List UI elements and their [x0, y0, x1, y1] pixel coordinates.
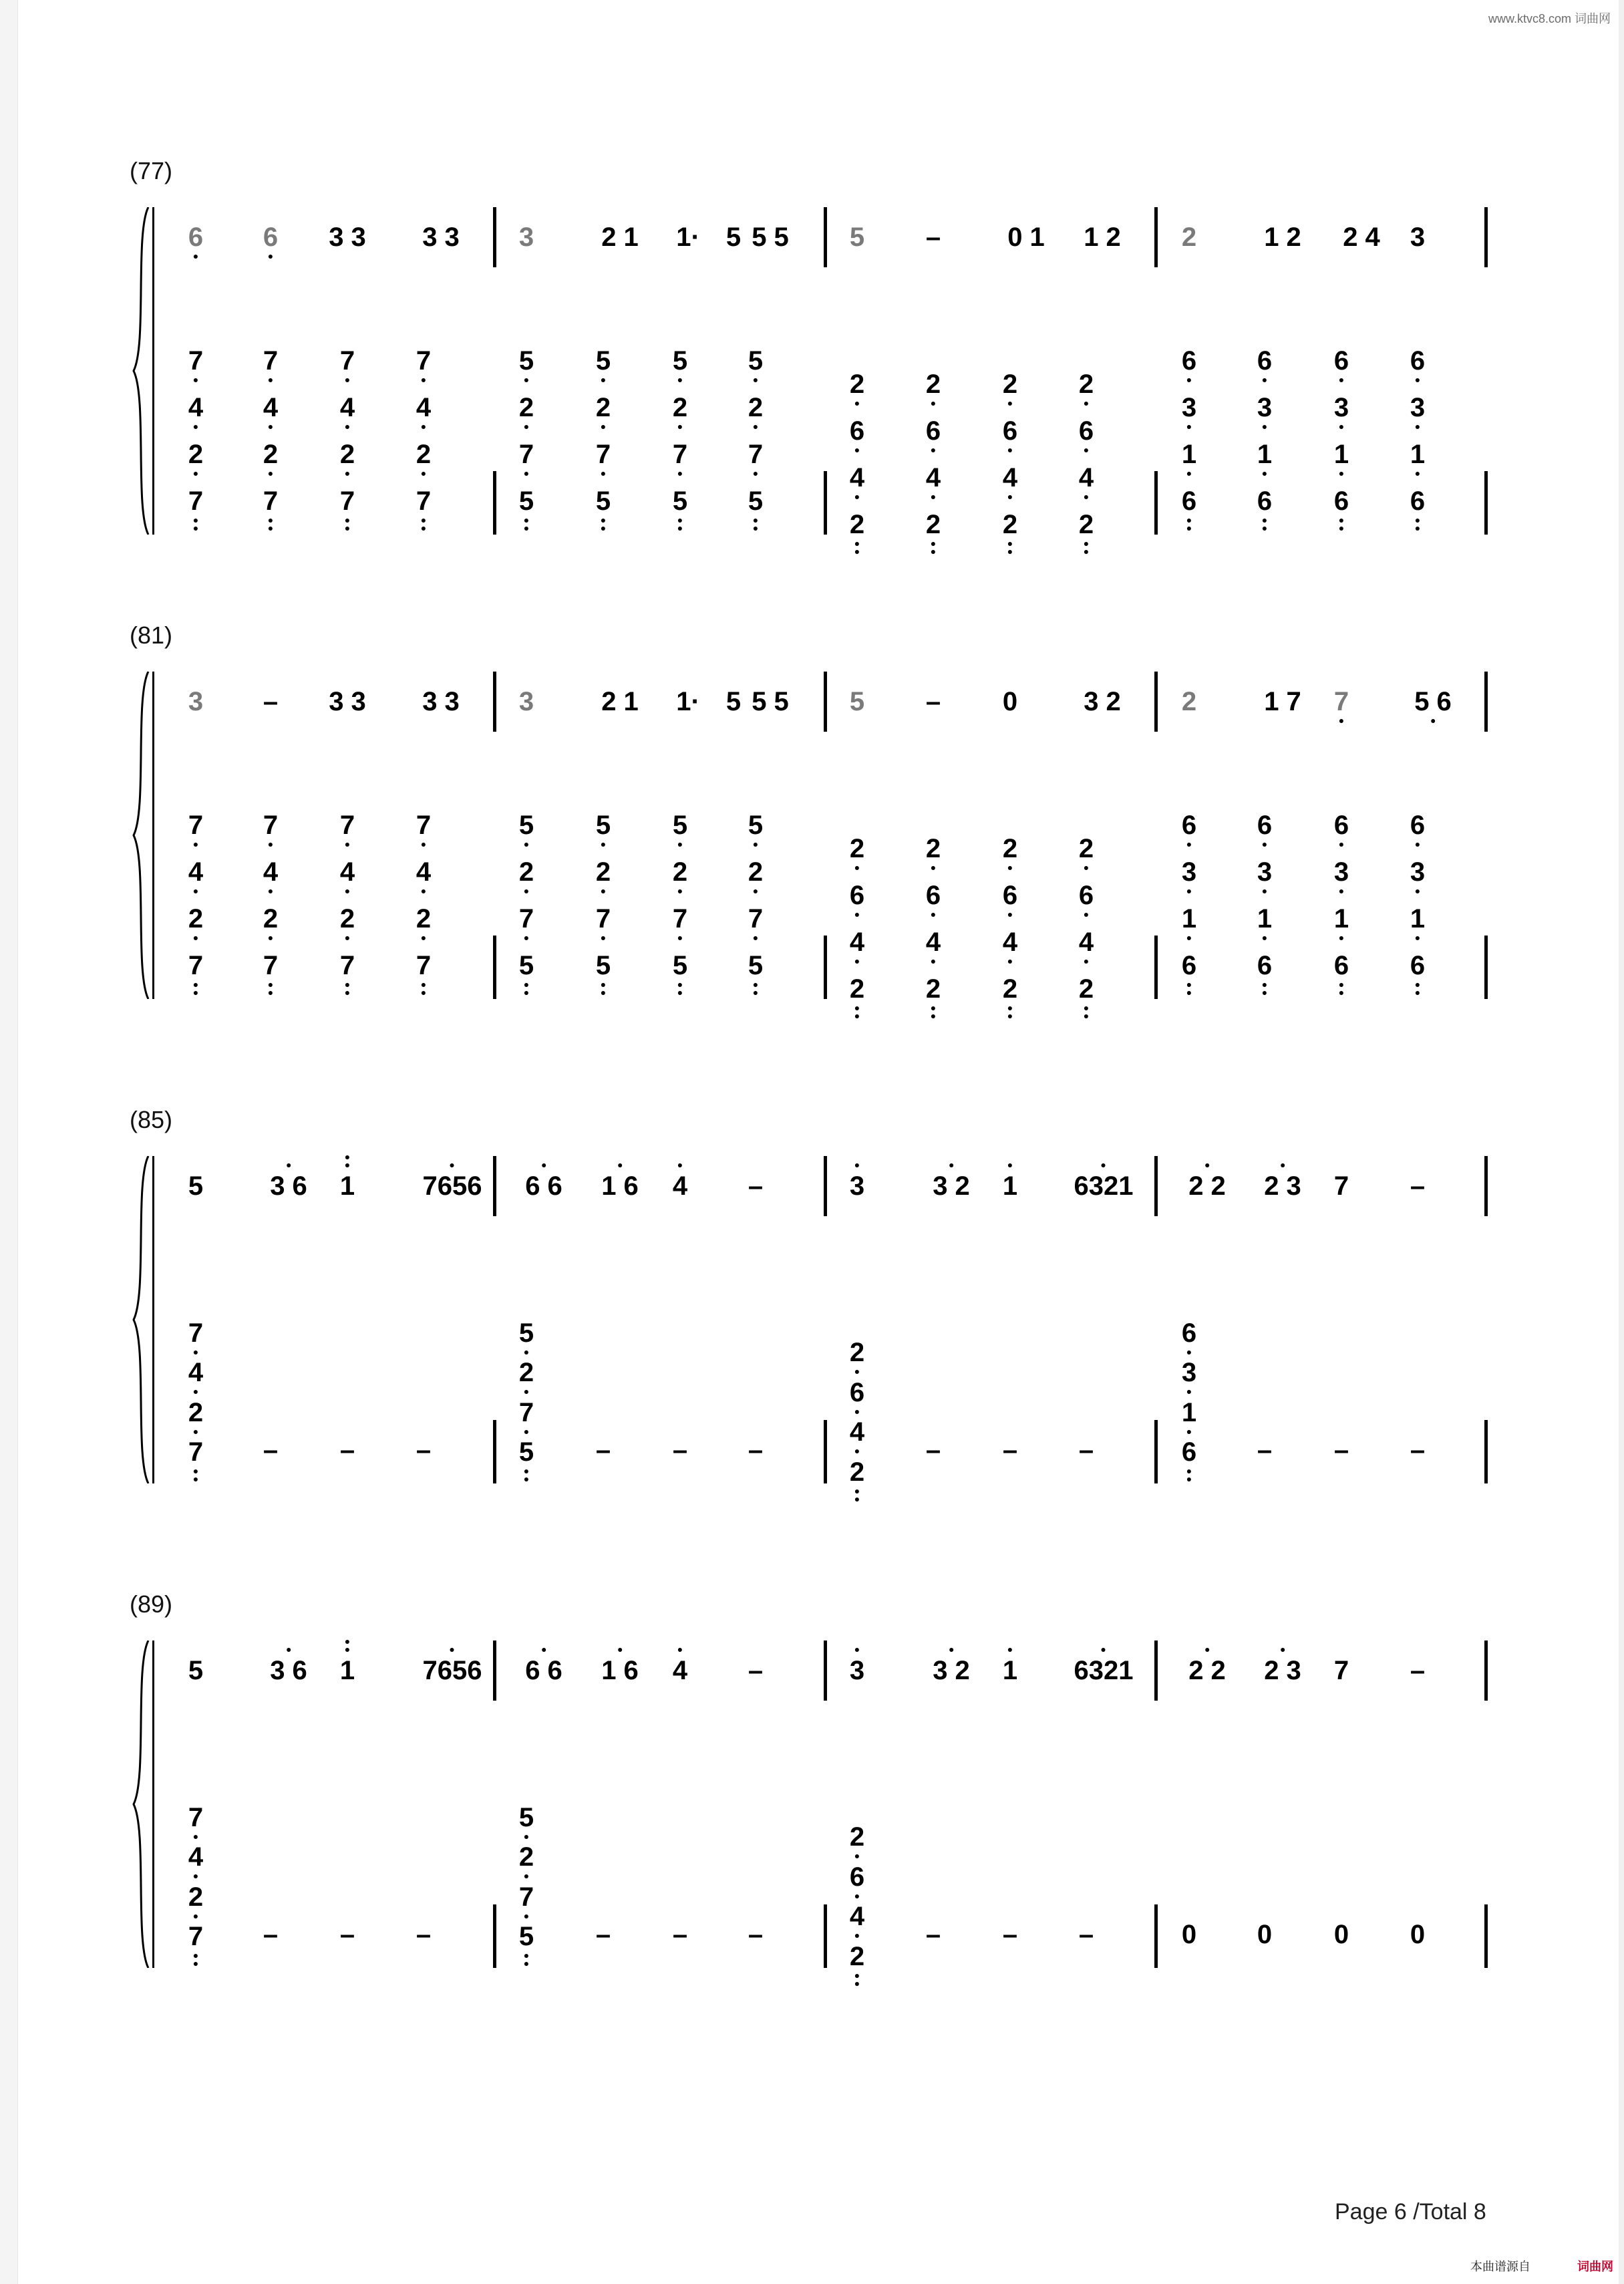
jianpu-note: 1: [1257, 440, 1273, 469]
jianpu-note: 2: [849, 1457, 865, 1487]
jianpu-note: 2: [748, 857, 764, 887]
jianpu-note: 2: [595, 393, 611, 422]
jianpu-note: 2: [925, 974, 941, 1004]
barline-melody: [493, 207, 496, 267]
jianpu-note: 2: [1002, 974, 1018, 1004]
barline-melody: [493, 672, 496, 732]
jianpu-note: 2: [672, 857, 688, 887]
jianpu-note: 6: [263, 223, 279, 252]
jianpu-note: 5 5: [752, 223, 789, 252]
system-barline-left: [152, 207, 154, 535]
jianpu-note: 7: [416, 486, 432, 516]
jianpu-note: 2 1: [601, 687, 639, 716]
jianpu-note: 2: [849, 834, 865, 863]
jianpu-note: 5: [748, 811, 764, 840]
jianpu-note: 6: [1257, 811, 1273, 840]
barline-accompaniment: [1154, 1420, 1158, 1483]
measure-number: (85): [130, 1106, 173, 1133]
barline-melody: [493, 1156, 496, 1216]
jianpu-note: 2: [1078, 510, 1094, 539]
jianpu-note: 1: [1333, 440, 1349, 469]
jianpu-note: 5: [595, 486, 611, 516]
jianpu-note: 7: [263, 486, 279, 516]
jianpu-note: 5: [595, 951, 611, 980]
jianpu-note: 5: [725, 687, 742, 716]
jianpu-note: 3: [1410, 223, 1426, 252]
jianpu-note: 5 5: [752, 687, 789, 716]
jianpu-note: 3: [518, 687, 534, 716]
jianpu-note: 3: [1181, 393, 1197, 422]
jianpu-note: 2: [416, 440, 432, 469]
jianpu-note: 1: [1333, 904, 1349, 934]
jianpu-note: 6: [849, 881, 865, 910]
barline-accompaniment: [493, 1420, 496, 1483]
jianpu-note: 3: [1257, 857, 1273, 887]
jianpu-note: 2: [1078, 974, 1094, 1004]
jianpu-note: 1: [1002, 1656, 1018, 1685]
jianpu-note: –: [748, 1435, 764, 1465]
grand-staff-brace: [131, 1156, 151, 1483]
jianpu-note: 6: [1181, 1318, 1197, 1348]
barline-melody: [1484, 1156, 1488, 1216]
jianpu-note: 2: [1078, 370, 1094, 399]
jianpu-note: –: [1078, 1435, 1094, 1465]
measure-number: (81): [130, 621, 173, 649]
jianpu-note: 2: [849, 974, 865, 1004]
jianpu-note: 2: [672, 393, 688, 422]
jianpu-note: 7: [339, 951, 355, 980]
jianpu-note: –: [672, 1920, 688, 1949]
jianpu-note: 3: [1181, 1358, 1197, 1387]
system-barline-left: [152, 1156, 154, 1483]
jianpu-note: 7: [518, 1397, 534, 1427]
jianpu-note: 0: [1257, 1920, 1273, 1949]
jianpu-note: 7: [263, 346, 279, 376]
jianpu-note: 2: [339, 904, 355, 934]
jianpu-note: 2 3: [1264, 1656, 1301, 1685]
barline-accompaniment: [1154, 936, 1158, 999]
jianpu-note: 6: [1181, 1437, 1197, 1467]
jianpu-note: 7: [188, 1922, 204, 1951]
jianpu-note: –: [1002, 1435, 1018, 1465]
jianpu-note: 2: [1002, 510, 1018, 539]
barline-melody: [1484, 672, 1488, 732]
jianpu-note: –: [748, 1656, 764, 1685]
jianpu-note: 1 7: [1264, 687, 1301, 716]
barline-accompaniment: [1484, 1904, 1488, 1968]
site-logo: 词曲网: [1577, 2260, 1613, 2273]
jianpu-note: 7: [188, 346, 204, 376]
measure-number: (77): [130, 157, 173, 184]
jianpu-note: 3: [188, 687, 204, 716]
jianpu-note: 2: [188, 1882, 204, 1912]
grand-staff-brace: [131, 207, 151, 535]
jianpu-note: 5: [518, 951, 534, 980]
jianpu-note: 3: [1333, 393, 1349, 422]
jianpu-note: –: [416, 1435, 432, 1465]
barline-accompaniment: [824, 1420, 827, 1483]
system-barline-left: [152, 1640, 154, 1968]
jianpu-note: 5: [672, 486, 688, 516]
barline-accompaniment: [824, 936, 827, 999]
jianpu-note: 7: [263, 811, 279, 840]
jianpu-note: 7: [263, 951, 279, 980]
jianpu-note: 5: [748, 346, 764, 376]
jianpu-note: –: [1410, 1656, 1426, 1685]
barline-melody: [493, 1640, 496, 1701]
jianpu-note: 6: [1410, 811, 1426, 840]
jianpu-note: 7: [595, 904, 611, 934]
jianpu-note: 2: [518, 857, 534, 887]
jianpu-note: 4: [672, 1656, 688, 1685]
jianpu-note: 6: [1410, 951, 1426, 980]
jianpu-note: 3 3: [329, 223, 366, 252]
barline-accompaniment: [824, 1904, 827, 1968]
jianpu-note: 7: [416, 346, 432, 376]
jianpu-note: 5: [518, 1437, 534, 1467]
jianpu-note: 4: [188, 1842, 204, 1872]
jianpu-note: 7: [188, 951, 204, 980]
barline-melody: [824, 1156, 827, 1216]
jianpu-note: 6: [1002, 881, 1018, 910]
jianpu-note: 2: [1078, 834, 1094, 863]
jianpu-note: 3: [1257, 393, 1273, 422]
jianpu-note: 6321: [1074, 1171, 1134, 1201]
jianpu-note: 6 6: [525, 1656, 562, 1685]
jianpu-note: 1: [339, 1656, 355, 1685]
jianpu-note: 3: [1333, 857, 1349, 887]
jianpu-note: 1: [1410, 904, 1426, 934]
jianpu-note: 6: [849, 1377, 865, 1407]
jianpu-note: 5: [518, 1802, 534, 1832]
jianpu-note: 2 4: [1343, 223, 1380, 252]
jianpu-note: 2: [1181, 687, 1197, 716]
jianpu-note: 7: [518, 1882, 534, 1912]
jianpu-note: 2: [188, 904, 204, 934]
jianpu-note: 7: [339, 486, 355, 516]
jianpu-note: 0: [1181, 1920, 1197, 1949]
barline-accompaniment: [1484, 471, 1488, 535]
grand-staff-brace: [131, 672, 151, 999]
jianpu-note: 1: [1410, 440, 1426, 469]
barline-melody: [1154, 1156, 1158, 1216]
jianpu-note: 3 6: [270, 1171, 307, 1201]
jianpu-note: 5 6: [1414, 687, 1452, 716]
jianpu-note: 2 2: [1188, 1171, 1226, 1201]
jianpu-note: 3 2: [1084, 687, 1121, 716]
jianpu-note: 6: [1002, 416, 1018, 446]
jianpu-note: 4: [925, 927, 941, 957]
jianpu-note: 2: [925, 834, 941, 863]
jianpu-note: 2: [748, 393, 764, 422]
barline-melody: [824, 207, 827, 267]
jianpu-note: 4: [188, 1358, 204, 1387]
jianpu-note: 6: [1181, 346, 1197, 376]
jianpu-note: 2: [1002, 370, 1018, 399]
jianpu-note: 1: [1181, 1397, 1197, 1427]
barline-accompaniment: [493, 471, 496, 535]
jianpu-note: 4: [339, 857, 355, 887]
jianpu-note: –: [925, 1920, 941, 1949]
jianpu-note: 5: [672, 346, 688, 376]
jianpu-note: 1: [1002, 1171, 1018, 1201]
barline-melody: [1484, 1640, 1488, 1701]
jianpu-note: 5: [849, 223, 865, 252]
jianpu-note: 5: [748, 951, 764, 980]
jianpu-note: 6: [188, 223, 204, 252]
jianpu-note: 4: [263, 857, 279, 887]
jianpu-note: 6: [1410, 346, 1426, 376]
jianpu-note: 7: [188, 486, 204, 516]
jianpu-note: 2: [188, 1397, 204, 1427]
jianpu-note: 5: [595, 811, 611, 840]
jianpu-note: 0: [1333, 1920, 1349, 1949]
jianpu-note: 7: [188, 1802, 204, 1832]
jianpu-note: 2 3: [1264, 1171, 1301, 1201]
jianpu-note: 4: [849, 1417, 865, 1447]
jianpu-note: 1: [1257, 904, 1273, 934]
jianpu-note: –: [339, 1920, 355, 1949]
jianpu-note: –: [925, 223, 941, 252]
jianpu-note: 7: [416, 951, 432, 980]
jianpu-note: 2: [849, 1338, 865, 1368]
jianpu-note: 2 2: [1188, 1656, 1226, 1685]
jianpu-note: 7: [188, 1318, 204, 1348]
jianpu-note: 6 6: [525, 1171, 562, 1201]
jianpu-note: 4: [1002, 463, 1018, 492]
jianpu-note: 1 2: [1264, 223, 1301, 252]
jianpu-note: 4: [416, 857, 432, 887]
jianpu-note: 5: [188, 1171, 204, 1201]
barline-accompaniment: [493, 936, 496, 999]
jianpu-note: 2: [849, 1941, 865, 1971]
jianpu-note: 7: [748, 904, 764, 934]
jianpu-note: 3 3: [422, 223, 460, 252]
barline-accompaniment: [1484, 1420, 1488, 1483]
jianpu-note: 7: [595, 440, 611, 469]
jianpu-note: –: [1002, 1920, 1018, 1949]
jianpu-note: 1: [1181, 440, 1197, 469]
jianpu-note: 2: [263, 904, 279, 934]
barline-accompaniment: [1154, 471, 1158, 535]
jianpu-note: 4: [672, 1171, 688, 1201]
jianpu-note: 5: [748, 486, 764, 516]
jianpu-note: 6: [1181, 951, 1197, 980]
jianpu-note: 7656: [422, 1656, 482, 1685]
jianpu-note: 6: [1333, 951, 1349, 980]
jianpu-note: 6: [1333, 346, 1349, 376]
jianpu-note: 2: [1181, 223, 1197, 252]
jianpu-note: –: [748, 1920, 764, 1949]
jianpu-note: 7656: [422, 1171, 482, 1201]
jianpu-note: 2: [595, 857, 611, 887]
jianpu-note: –: [1333, 1435, 1349, 1465]
jianpu-note: –: [1410, 1435, 1426, 1465]
jianpu-note: 6: [925, 416, 941, 446]
right-margin-strip: [1619, 0, 1624, 2284]
barline-accompaniment: [1484, 936, 1488, 999]
jianpu-note: 5: [518, 486, 534, 516]
jianpu-note: 5: [518, 811, 534, 840]
jianpu-note: 1 2: [1084, 223, 1121, 252]
jianpu-note: –: [925, 687, 941, 716]
barline-accompaniment: [824, 471, 827, 535]
jianpu-note: 3 6: [270, 1656, 307, 1685]
jianpu-note: 3: [518, 223, 534, 252]
barline-accompaniment: [1154, 1904, 1158, 1968]
jianpu-note: –: [1257, 1435, 1273, 1465]
jianpu-note: 4: [263, 393, 279, 422]
jianpu-note: 2: [518, 393, 534, 422]
jianpu-note: 3: [1410, 393, 1426, 422]
jianpu-note: 2: [849, 370, 865, 399]
jianpu-note: 3 3: [329, 687, 366, 716]
jianpu-note: 6: [1181, 486, 1197, 516]
jianpu-note: 7: [518, 904, 534, 934]
jianpu-note: –: [748, 1171, 764, 1201]
jianpu-note: 2: [849, 510, 865, 539]
jianpu-note: 2: [1002, 834, 1018, 863]
jianpu-note: 4: [188, 857, 204, 887]
jianpu-note: –: [1410, 1171, 1426, 1201]
jianpu-note: 7: [1333, 1656, 1349, 1685]
jianpu-note: 6: [1333, 811, 1349, 840]
jianpu-note: 6: [1333, 486, 1349, 516]
jianpu-note: 2: [339, 440, 355, 469]
jianpu-note: 5: [725, 223, 742, 252]
jianpu-note: 2: [416, 904, 432, 934]
jianpu-note: 6: [1181, 811, 1197, 840]
jianpu-note: 4: [1078, 927, 1094, 957]
jianpu-note: 0: [1002, 687, 1018, 716]
jianpu-note: 1: [1181, 904, 1197, 934]
jianpu-note: 7: [339, 811, 355, 840]
jianpu-note: 5: [849, 687, 865, 716]
jianpu-note: –: [595, 1435, 611, 1465]
jianpu-note: 4: [849, 927, 865, 957]
jianpu-note: –: [339, 1435, 355, 1465]
jianpu-note: –: [595, 1920, 611, 1949]
source-note: 本曲谱源自: [1470, 2260, 1530, 2273]
jianpu-note: 1·: [676, 687, 700, 716]
jianpu-note: 1: [339, 1171, 355, 1201]
jianpu-note: –: [263, 687, 279, 716]
jianpu-note: 2: [188, 440, 204, 469]
jianpu-note: –: [1078, 1920, 1094, 1949]
jianpu-note: 5: [518, 1922, 534, 1951]
jianpu-note: 2: [925, 510, 941, 539]
jianpu-note: 7: [188, 811, 204, 840]
jianpu-note: 1 6: [601, 1171, 639, 1201]
jianpu-note: 5: [672, 811, 688, 840]
jianpu-note: 3: [849, 1656, 865, 1685]
jianpu-note: 5: [188, 1656, 204, 1685]
jianpu-note: 2: [925, 370, 941, 399]
jianpu-note: –: [263, 1920, 279, 1949]
jianpu-note: 4: [925, 463, 941, 492]
grand-staff-brace: [131, 1640, 151, 1968]
jianpu-note: 3: [849, 1171, 865, 1201]
jianpu-note: 2: [518, 1358, 534, 1387]
jianpu-note: 6: [1257, 346, 1273, 376]
jianpu-note: 7: [518, 440, 534, 469]
jianpu-note: 3: [1181, 857, 1197, 887]
jianpu-note: 7: [416, 811, 432, 840]
jianpu-note: 6321: [1074, 1656, 1134, 1685]
system-barline-left: [152, 672, 154, 999]
jianpu-note: 5: [595, 346, 611, 376]
jianpu-note: 7: [339, 346, 355, 376]
jianpu-note: 7: [672, 440, 688, 469]
jianpu-note: –: [925, 1435, 941, 1465]
jianpu-note: 6: [1410, 486, 1426, 516]
jianpu-note: 5: [518, 346, 534, 376]
jianpu-note: 6: [1257, 486, 1273, 516]
jianpu-note: 7: [748, 440, 764, 469]
jianpu-note: 7: [1333, 1171, 1349, 1201]
jianpu-note: 2: [518, 1842, 534, 1872]
jianpu-note: 3 3: [422, 687, 460, 716]
jianpu-note: 6: [1257, 951, 1273, 980]
jianpu-note: 6: [1078, 416, 1094, 446]
jianpu-note: 2 1: [601, 223, 639, 252]
jianpu-note: 6: [849, 1862, 865, 1892]
jianpu-note: 1 6: [601, 1656, 639, 1685]
jianpu-note: –: [263, 1435, 279, 1465]
left-margin-strip: [0, 0, 18, 2284]
jianpu-note: 6: [849, 416, 865, 446]
jianpu-note: 6: [1078, 881, 1094, 910]
jianpu-note: 0: [1410, 1920, 1426, 1949]
jianpu-note: 4: [849, 1902, 865, 1932]
jianpu-note: 5: [672, 951, 688, 980]
jianpu-note: 4: [188, 393, 204, 422]
barline-melody: [1154, 1640, 1158, 1701]
jianpu-note: 4: [416, 393, 432, 422]
jianpu-note: 4: [1078, 463, 1094, 492]
page-indicator: Page 6 /Total 8: [1335, 2199, 1486, 2225]
jianpu-note: 3 2: [933, 1656, 970, 1685]
barline-melody: [824, 672, 827, 732]
measure-number: (89): [130, 1590, 173, 1618]
barline-melody: [1484, 207, 1488, 267]
jianpu-note: –: [672, 1435, 688, 1465]
jianpu-note: 2: [849, 1822, 865, 1852]
jianpu-note: 1·: [676, 223, 700, 252]
jianpu-note: 7: [188, 1437, 204, 1467]
barline-melody: [1154, 672, 1158, 732]
jianpu-note: 6: [925, 881, 941, 910]
jianpu-note: 5: [518, 1318, 534, 1348]
site-header: www.ktvc8.com 词曲网: [1488, 12, 1611, 25]
jianpu-note: 7: [672, 904, 688, 934]
barline-melody: [824, 1640, 827, 1701]
jianpu-note: 3 2: [933, 1171, 970, 1201]
jianpu-note: 3: [1410, 857, 1426, 887]
jianpu-note: 4: [1002, 927, 1018, 957]
jianpu-note: 4: [849, 463, 865, 492]
barline-accompaniment: [493, 1904, 496, 1968]
jianpu-note: 2: [263, 440, 279, 469]
jianpu-note: 4: [339, 393, 355, 422]
jianpu-note: 0 1: [1007, 223, 1045, 252]
jianpu-note: –: [416, 1920, 432, 1949]
jianpu-note: 7: [1333, 687, 1349, 716]
barline-melody: [1154, 207, 1158, 267]
